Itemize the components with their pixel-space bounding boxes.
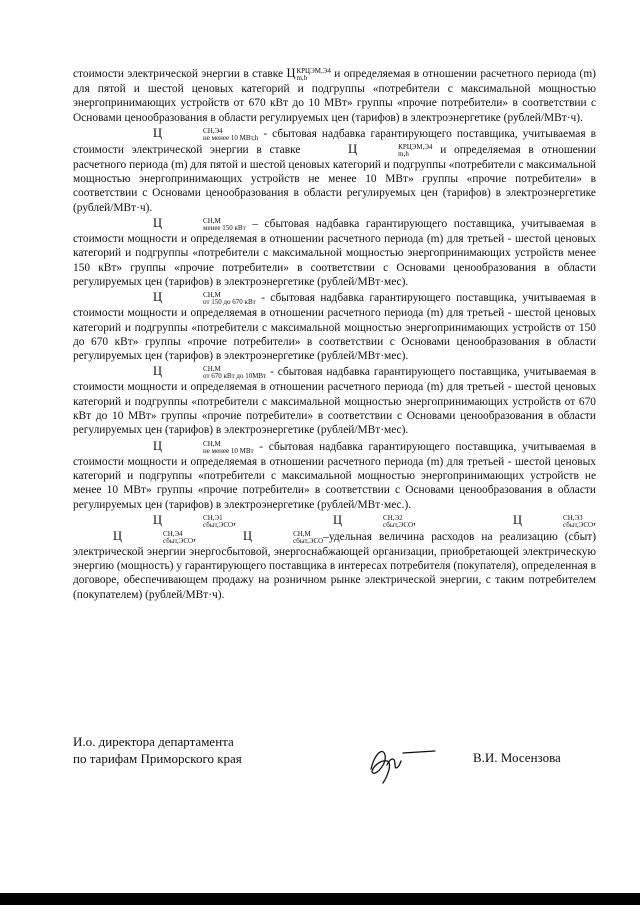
- paragraph-6: [73, 439, 596, 512]
- paragraph-7: [73, 513, 596, 602]
- p1-text-b: и определяемая в отношении расчетного периода (m) для пятой и шестой ценовых категорий и подгруппы «потребители с максимальной мощностью энергопринимающих устройств от 670 кВт до 10 МВт» группы «прочие потребители» в соответствии с Основами ценообразования в области регулируемых цен (тарифов) в электроэнергетике (рублей/МВт·ч).: [73, 68, 596, 124]
- signatory-position: [73, 733, 242, 767]
- scan-edge-bar: [0, 893, 640, 905]
- tariff-symbol: Ц КРЦЭМ,Э4 m,h: [286, 66, 331, 82]
- paragraph-5: [73, 364, 596, 437]
- position-line-2: по тарифам Приморского края: [73, 751, 242, 766]
- p1-text-a: стоимости электрической энергии в ставке: [73, 68, 287, 80]
- p4-text: - сбытовая надбавка гарантирующего поставщика, учитываемая в стоимости мощности и определяемая в отношении расчетного периода (m) для третьей - шестой ценовых категорий и подгруппы «потребители с максимальной мощностью энергопринимающих устройств от 150 до 670 кВт» группы «прочие потребители» в соответствии с Основами ценообразования в области регулируемых цен (тарифов) в электроэнергетике (рублей/МВт·мес).: [73, 292, 596, 363]
- p6-text: - сбытовая надбавка гарантирующего поставщика, учитываемая в стоимости мощности и определяемая в отношении расчетного периода (m) для третьей - шестой ценовых категорий и подгруппы «потребители с максимальной мощностью энергопринимающих устройств не менее 10 МВт» группы «прочие потребители» в соответствии с Основами ценообразования в области регулируемых цен (тарифов) в электроэнергетике (рублей/МВт·мес.).: [73, 440, 596, 511]
- sales-cost-symbol: Ц СН,Э2 сбыт,ЭСО: [333, 512, 414, 529]
- tariff-symbol: Ц КРЦЭМ,Э4 m,h: [348, 141, 433, 158]
- sales-cost-symbol: Ц СН,Э1 сбыт,ЭСО: [153, 512, 234, 529]
- p7-text: –удельная величина расходов на реализацию (сбыт) электрической энергии энергосбытовой, энергоснабжающей организации, приобретающей электрическую энергию (мощность) у гарантирующего поставщика в интересах потребителя (покупателя), определенная в договоре, обеспечивающем продажу на розничном рынке электрической энергии, с таким потребителем (покупателем) (рублей/МВт·ч).: [73, 530, 597, 601]
- signatory-name: В.И. Мосензова: [473, 750, 561, 765]
- paragraph-3: [73, 216, 596, 289]
- handwritten-signature-icon: [365, 739, 445, 787]
- sales-cost-symbol: Ц СН,Э3 сбыт,ЭСО: [513, 512, 594, 529]
- p3-text: – сбытовая надбавка гарантирующего поставщика, учитываемая в стоимости мощности и определяемая в отношении расчетного периода (m) для третьей - шестой ценовых категорий и подгруппы «потребители с максимальной мощностью энергопринимающих устройств менее 150 кВт» группы «прочие потребители» в соответствии с Основами ценообразования в области регулируемых цен (тарифов) в электроэнергетике (рублей/МВт·мес).: [73, 218, 596, 288]
- p2-text-a: - сбытовая надбавка гарантирующего поставщика, учитываемая в стоимости электрической энергии в ставке: [73, 127, 596, 156]
- markup-symbol: Ц СН,М от 150 до 670 кВт: [153, 290, 256, 307]
- paragraph-4: [73, 290, 596, 363]
- markup-symbol: Ц СН,М от 670 кВт до 10МВт: [153, 364, 267, 381]
- separator: ,: [593, 514, 596, 527]
- separator: ,: [413, 514, 473, 527]
- separator: ,: [193, 530, 204, 543]
- position-line-1: И.о. директора департамента: [73, 734, 234, 749]
- sales-cost-symbol: Ц СН,М сбыт,ЭСО: [243, 528, 324, 545]
- markup-symbol: Ц СН,М менее 150 кВт: [153, 216, 246, 233]
- markup-symbol: Ц СН,М не менее 10 МВт: [153, 438, 254, 455]
- p5-text: - сбытовая надбавка гарантирующего поставщика, учитываемая в стоимости мощности и определяемая в отношении расчетного периода (m) для третьей - шестой ценовых категорий и подгруппы «потребители с максимальной мощностью энергопринимающих устройств от 670 кВт до 10 МВт» группы «прочие потребители» в соответствии с Основами ценообразования в области регулируемых цен (тарифов) в электроэнергетике (рублей/МВт·мес).: [73, 366, 596, 437]
- sales-cost-symbol: Ц СН,Э4 сбыт,ЭСО: [113, 528, 194, 545]
- paragraph-2: [73, 126, 596, 215]
- p2-text-b: и определяемая в отношении расчетного периода (m) для пятой и шестой ценовых категорий и подгруппы «потребители с максимальной мощностью энергопринимающих устройств не менее 10 МВт» группы «прочие потребители» в соответствии с Основами ценообразования в области регулируемых цен (тарифов) в электроэнергетике (рублей/МВт·ч).: [73, 143, 596, 214]
- paragraph-1: [73, 66, 596, 125]
- body-text: [73, 66, 596, 603]
- markup-symbol: Ц СН,Э4 не менее 10 МВт,h: [153, 125, 259, 142]
- signature-block: [73, 733, 603, 783]
- separator: ,: [233, 514, 293, 527]
